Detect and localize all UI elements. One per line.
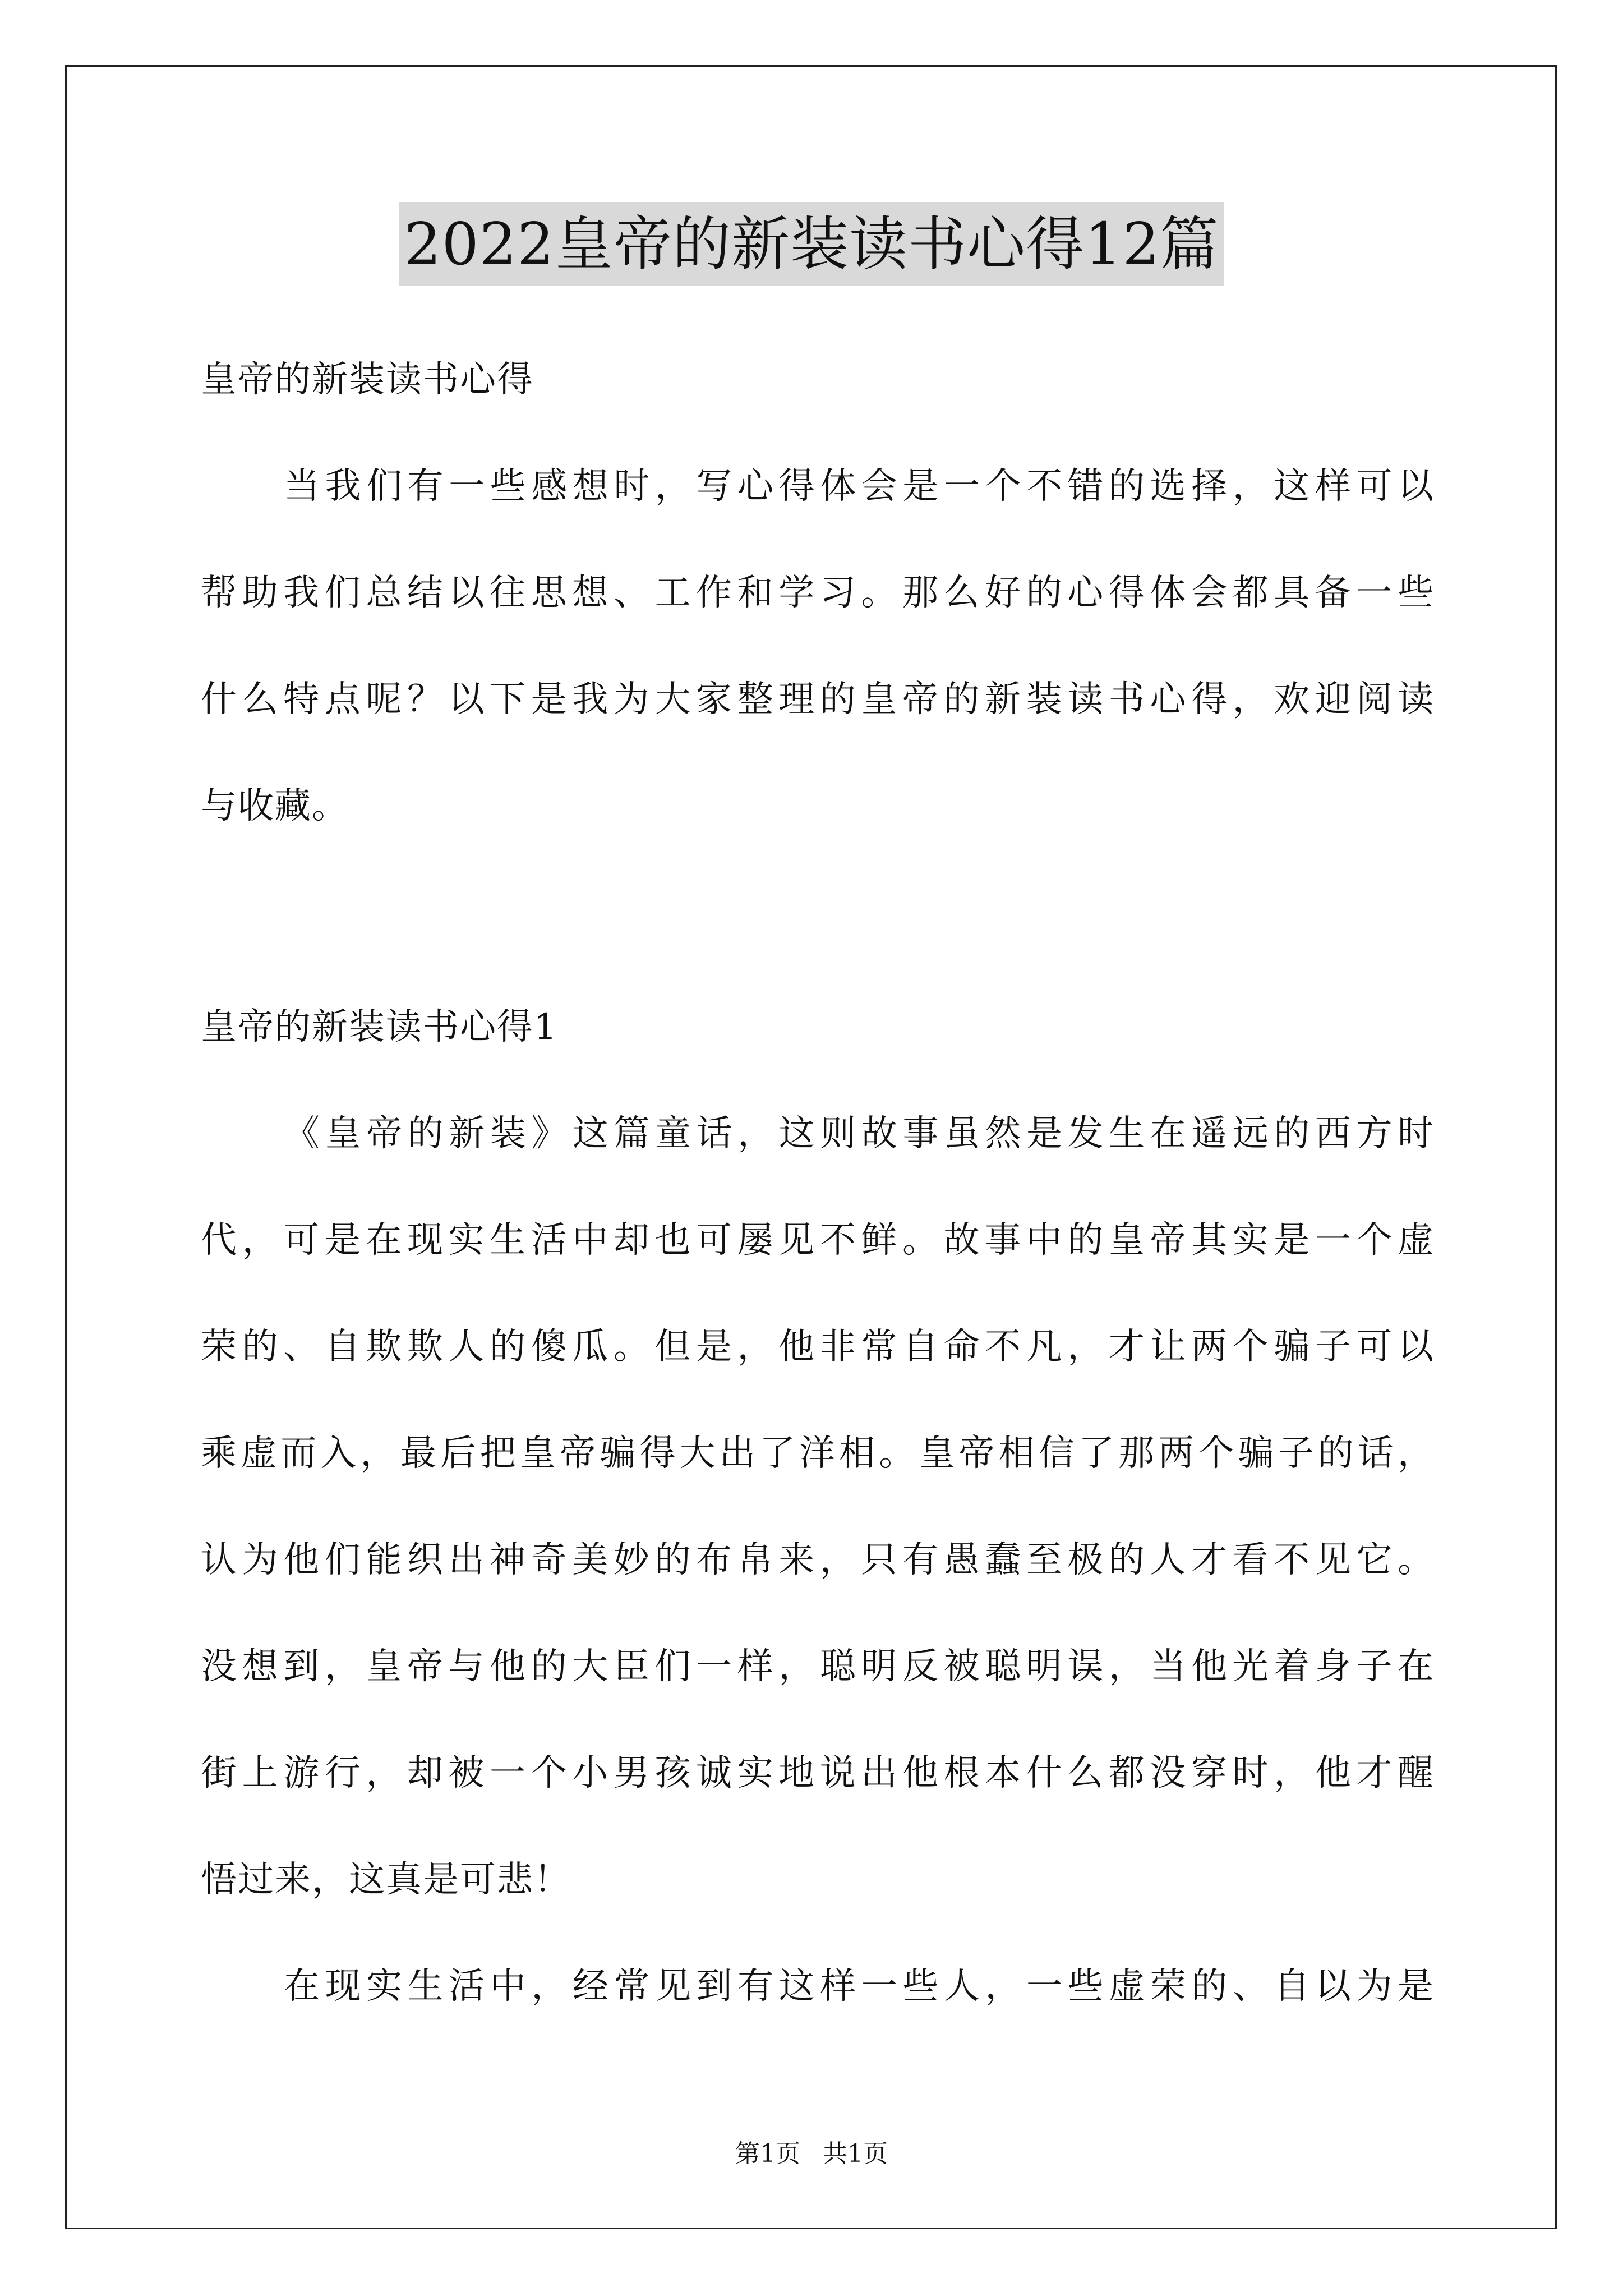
section-heading-intro: 皇帝的新装读书心得 bbox=[201, 359, 534, 401]
page-total: 共1页 bbox=[823, 2139, 888, 2168]
section1-line-8: 悟过来，这真是可悲！ bbox=[201, 1859, 571, 1901]
document-title: 2022皇帝的新装读书心得12篇 bbox=[399, 202, 1223, 286]
intro-line-4: 与收藏。 bbox=[201, 785, 349, 827]
section1-line-4: 乘虚而入，最后把皇帝骗得大出了洋相。皇帝相信了那两个骗子的话， bbox=[201, 1433, 1435, 1474]
section1-line-5: 认为他们能织出神奇美妙的布帛来，只有愚蠢至极的人才看不见它。 bbox=[201, 1539, 1435, 1581]
page-number: 第1页 bbox=[735, 2139, 800, 2168]
section1-line-7: 街上游行，却被一个小男孩诚实地说出他根本什么都没穿时，他才醒 bbox=[201, 1752, 1435, 1794]
section1-line-3: 荣的、自欺欺人的傻瓜。但是，他非常自命不凡，才让两个骗子可以 bbox=[201, 1326, 1435, 1368]
section1-line-2: 代，可是在现实生活中却也可屡见不鲜。故事中的皇帝其实是一个虚 bbox=[201, 1220, 1435, 1261]
intro-line-1: 当我们有一些感想时，写心得体会是一个不错的选择，这样可以 bbox=[284, 466, 1435, 507]
section1-para2-line-1: 在现实生活中，经常见到有这样一些人，一些虚荣的、自以为是 bbox=[284, 1966, 1435, 2007]
title-container bbox=[0, 202, 1623, 286]
section1-line-6: 没想到，皇帝与他的大臣们一样，聪明反被聪明误，当他光着身子在 bbox=[201, 1646, 1435, 1687]
section-heading-1: 皇帝的新装读书心得1 bbox=[201, 1006, 558, 1048]
intro-line-3: 什么特点呢？以下是我为大家整理的皇帝的新装读书心得，欢迎阅读 bbox=[201, 679, 1435, 720]
intro-line-2: 帮助我们总结以往思想、工作和学习。那么好的心得体会都具备一些 bbox=[201, 572, 1435, 614]
section1-line-1: 《皇帝的新装》这篇童话，这则故事虽然是发生在遥远的西方时 bbox=[284, 1113, 1435, 1154]
page-footer bbox=[0, 2137, 1623, 2171]
